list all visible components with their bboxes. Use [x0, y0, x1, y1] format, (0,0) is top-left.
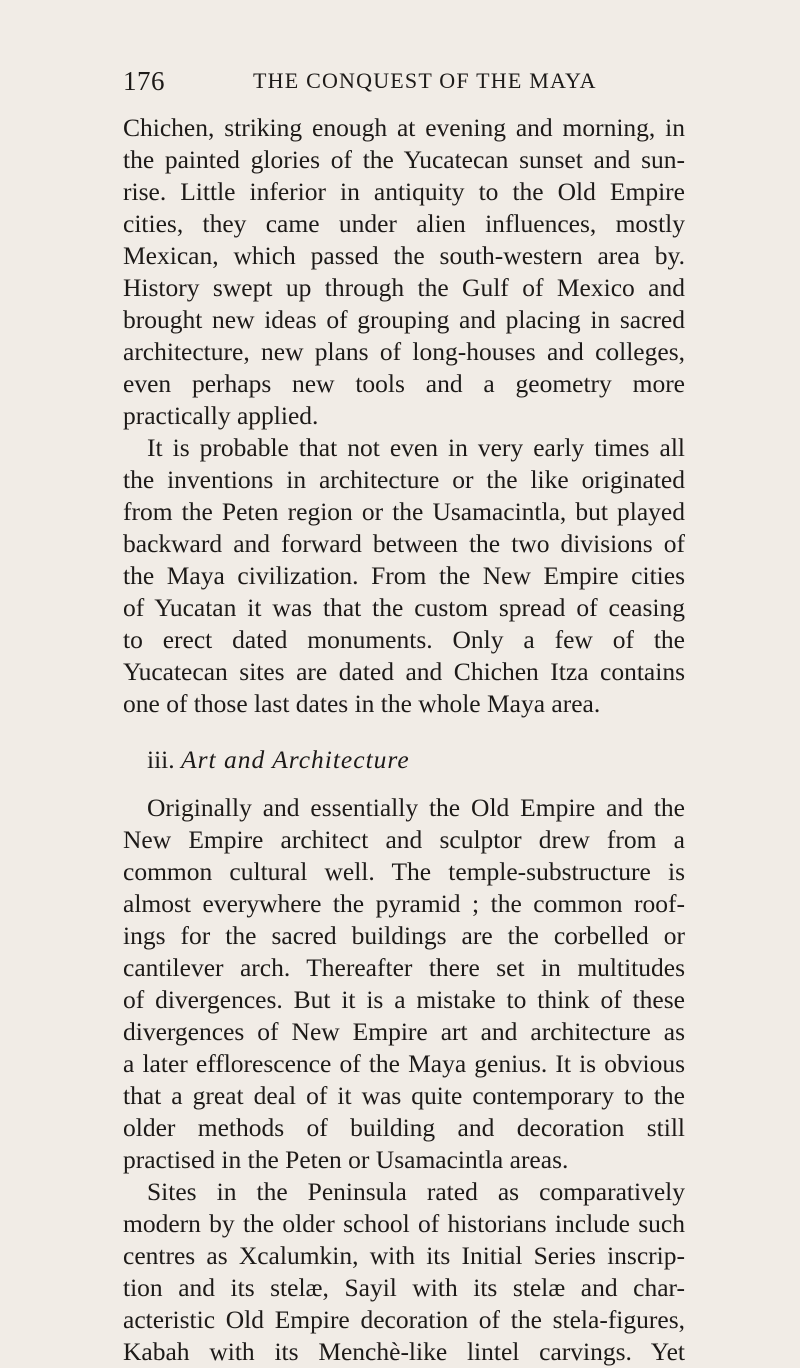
text-line: the painted glories of the Yucatecan sunset and sun- [123, 145, 685, 174]
text-line: New Empire architect and sculptor drew from a [123, 825, 685, 854]
text-line: of divergences. But it is a mistake to think of these [123, 985, 685, 1014]
text-line: modern by the older school of historians include such [123, 1209, 685, 1238]
text-line: Originally and essentially the Old Empire and the [147, 793, 685, 822]
text-line: brought new ideas of grouping and placing in sacred [123, 305, 685, 334]
section-title: Art and Architecture [181, 745, 410, 774]
text-line: practically applied. [123, 401, 319, 430]
running-head [123, 66, 683, 106]
text-line: cities, they came under alien influences, mostly [123, 209, 685, 238]
text-line: cantilever arch. Thereafter there set in multitudes [123, 953, 685, 982]
text-line: almost everywhere the pyramid ; the common roof- [123, 889, 685, 918]
text-line: older methods of building and decoration still [123, 1113, 685, 1142]
running-title: THE CONQUEST OF THE MAYA [253, 68, 597, 93]
section-number: iii. [147, 745, 175, 774]
text-line: from the Peten region or the Usamacintla, but played [123, 497, 685, 526]
paragraph-1 [123, 112, 685, 432]
body-text [123, 112, 685, 1368]
text-line: common cultural well. The temple-substructure is [123, 857, 685, 886]
text-line: of Yucatan it was that the custom spread of ceasing [123, 593, 685, 622]
text-line: Mexican, which passed the south-western area by. [123, 241, 685, 270]
text-line: one of those last dates in the whole Maya area. [123, 689, 601, 718]
text-line: architecture, new plans of long-houses and colleges, [123, 337, 685, 366]
section-spacer [123, 778, 685, 792]
section-heading [123, 742, 685, 778]
text-line: Sites in the Peninsula rated as comparatively [147, 1177, 685, 1206]
text-line: divergences of New Empire art and architecture as [123, 1017, 685, 1046]
text-line: Yucatecan sites are dated and Chichen Itza contains [123, 657, 685, 686]
text-line: It is probable that not even in very early times all [147, 433, 685, 462]
text-line: the Maya civilization. From the New Empire cities [123, 561, 685, 590]
text-line: backward and forward between the two divisions of [123, 529, 685, 558]
text-line: tion and its stelæ, Sayil with its stelæ and char- [123, 1273, 685, 1302]
paragraph-2 [123, 432, 685, 720]
paragraph-3 [123, 792, 685, 1176]
text-line: ings for the sacred buildings are the corbelled or [123, 921, 685, 950]
paragraph-4 [123, 1176, 685, 1368]
text-line: Chichen, striking enough at evening and morning, in [123, 113, 685, 142]
section-spacer [123, 720, 685, 742]
text-line: acteristic Old Empire decoration of the stela-figures, [123, 1305, 685, 1334]
text-line: History swept up through the Gulf of Mexico and [123, 273, 685, 302]
text-line: even perhaps new tools and a geometry more [123, 369, 685, 398]
page-number: 176 [123, 66, 165, 96]
text-line: centres as Xcalumkin, with its Initial Series inscrip- [123, 1241, 685, 1270]
text-line: rise. Little inferior in antiquity to the Old Empire [123, 177, 685, 206]
text-line: the inventions in architecture or the like originated [123, 465, 685, 494]
text-line: to erect dated monuments. Only a few of the [123, 625, 685, 654]
text-line: practised in the Peten or Usamacintla areas. [123, 1145, 569, 1174]
text-line: Kabah with its Menchè-like lintel carvings. Yet [123, 1337, 685, 1366]
text-line: a later efflorescence of the Maya genius. It is obvious [123, 1049, 685, 1078]
text-line: that a great deal of it was quite contemporary to the [123, 1081, 685, 1110]
